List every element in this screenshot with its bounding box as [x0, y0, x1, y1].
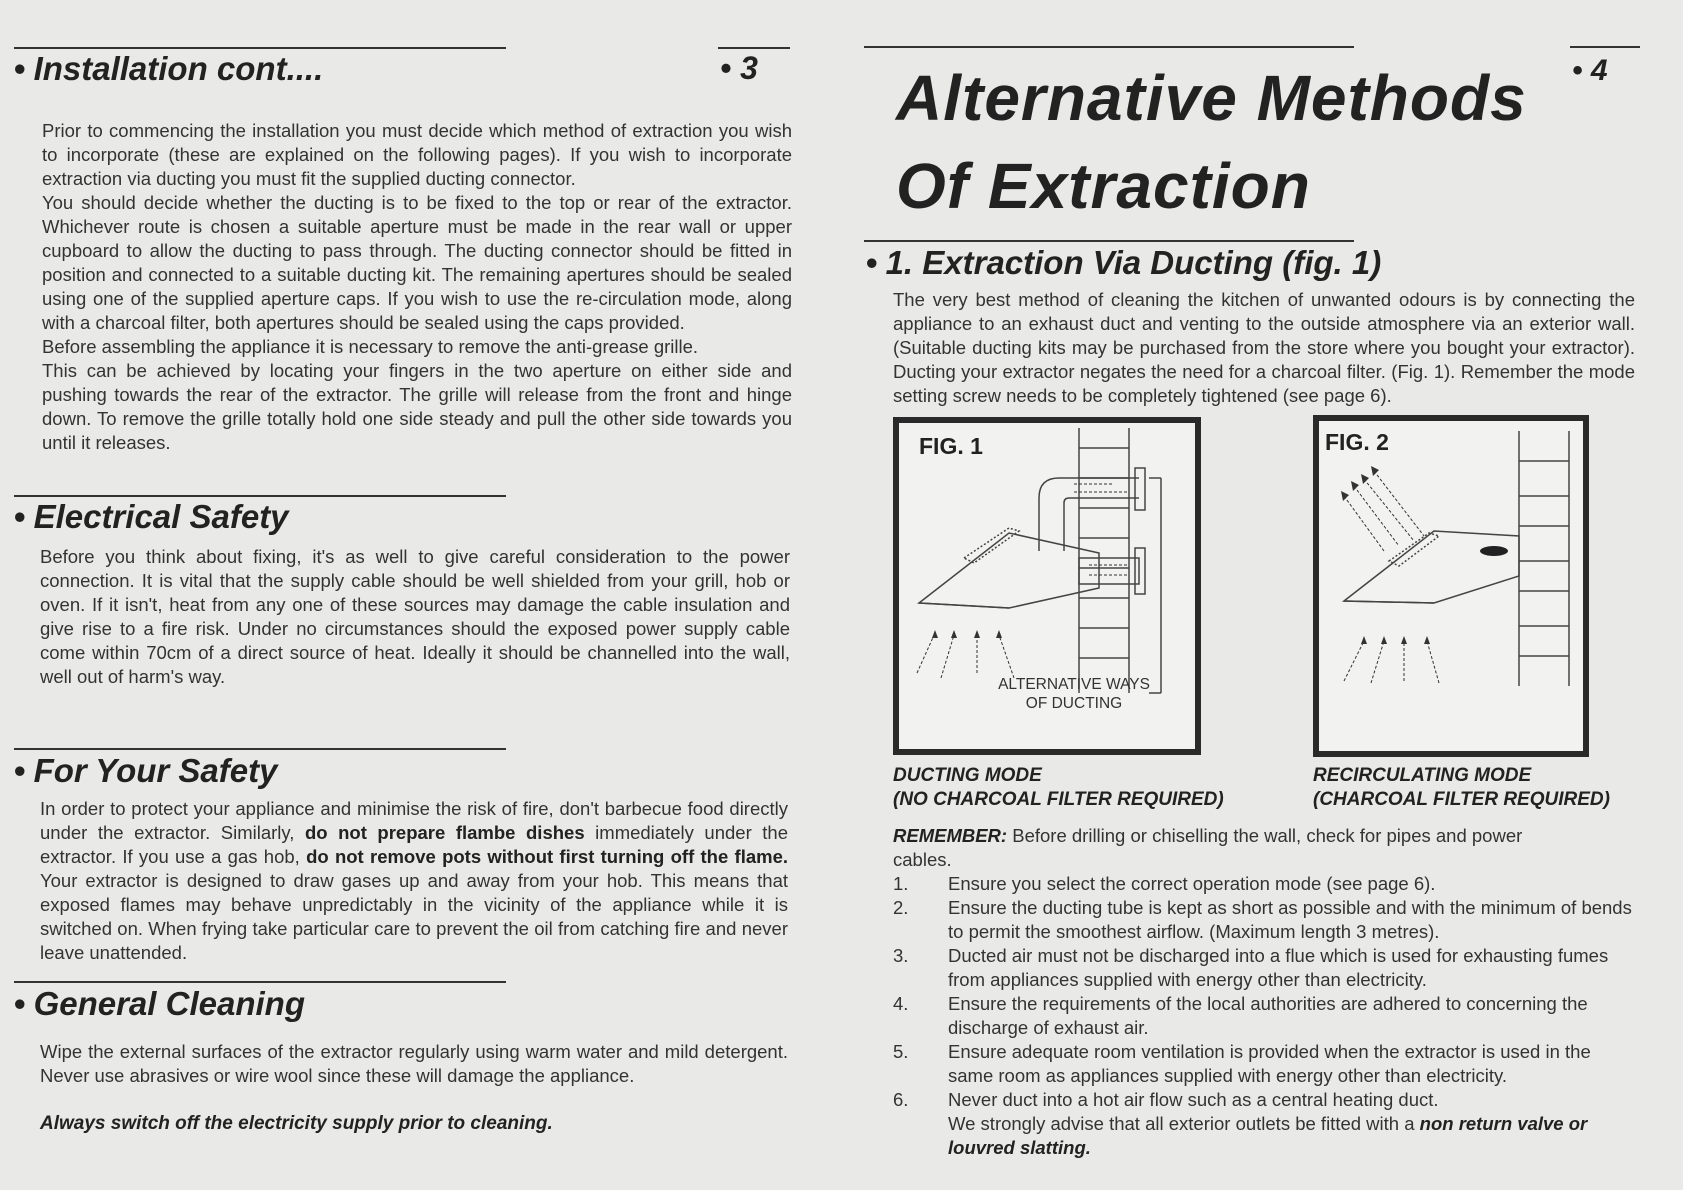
figure-ducting-mode — [893, 417, 1201, 755]
for-your-safety-body: In order to protect your appliance and minimise the risk of fire, don't barbecue food directly under the extractor. Similarly, do not prepare flambe dishes immediately under the extractor. If you use a gas hob, do not remove pots without first turning off the flame. Your extractor is designed to draw gases up and away from your hob. This means that exposed flames may behave unpredictably in the vicinity of the appliance while it is switched on. When frying take particular care to prevent the oil from catching fire and never leave unattended. — [40, 798, 789, 963]
right-page — [860, 0, 1660, 1190]
list-item: 2. Ensure the ducting tube is kept as short as possible and with the minimum of bends to permit the smoothest airflow. (Maximum length 3 metres). — [893, 897, 1632, 942]
general-cleaning-heading: • General Cleaning — [14, 985, 305, 1022]
paragraph: This can be achieved by locating your fingers in the two aperture on either side and pushing towards the rear of the extractor. The grille will release from the front and hinge down. To remove the grille totally hold one side steady and pull the other side towards you until it releases. — [42, 360, 792, 453]
figure-label: FIG. 1 — [919, 433, 983, 459]
page-number: • 3 — [720, 50, 758, 86]
list-item: 4. Ensure the requirements of the local authorities are adhered to concerning the discharge of exhaust air. — [893, 993, 1588, 1038]
page-title: Alternative Methods Of Extraction — [896, 62, 1527, 222]
list-item: 5. Ensure adequate room ventilation is provided when the extractor is used in the same room as appliances supplied with energy other than electricity. — [893, 1041, 1591, 1086]
figure-note: ALTERNATIVE WAYS OF DUCTING — [998, 676, 1150, 712]
page-number-rule — [718, 47, 790, 49]
recirculating-diagram — [1319, 421, 1583, 751]
ducting-mode-caption: DUCTING MODE (NO CHARCOAL FILTER REQUIRED) — [893, 765, 1224, 810]
general-cleaning-body: Wipe the external surfaces of the extractor regularly using warm water and mild detergent. Never use abrasives or wire wool since these will damage the appliance. — [40, 1041, 788, 1086]
paragraph: You should decide whether the ducting is to be fixed to the top or rear of the extractor. Whichever route is chosen a suitable aperture must be made in the rear wall or upper cupboard to allow the ducting to pass through. The ducting connector should be fitted in position and connected to a suitable ducting kit. The remaining apertures should be sealed using one of the supplied aperture caps. If you wish to use the re-circulation mode, along with a charcoal filter, both apertures should be sealed using the caps provided. — [42, 192, 792, 333]
section-rule — [864, 240, 1354, 242]
section-rule — [14, 748, 506, 750]
ducting-section-heading: • 1. Extraction Via Ducting (fig. 1) — [866, 244, 1382, 281]
list-item: 3. Ducted air must not be discharged into a flue which is used for exhausting fumes from appliances supplied with energy other than electricity. — [893, 945, 1609, 990]
cleaning-note: Always switch off the electricity supply prior to cleaning. — [40, 1113, 553, 1134]
ducting-intro: The very best method of cleaning the kitchen of unwanted odours is by connecting the appliance to an exhaust duct and venting to the outside atmosphere via an exterior wall. (Suitable ducting kits may be purchased from the store where you bought your extractor). Ducting your extractor negates the need for a charcoal filter. (Fig. 1). Remember the mode setting screw needs to be completely tightened (see page 6). — [893, 289, 1635, 406]
figure-label: FIG. 2 — [1325, 429, 1389, 455]
remember-note: REMEMBER: Before drilling or chiselling the wall, check for pipes and power cables. — [893, 825, 1523, 870]
installation-body — [42, 119, 792, 455]
left-page — [0, 0, 830, 1190]
recirculating-mode-caption: RECIRCULATING MODE (CHARCOAL FILTER REQUIRED) — [1313, 765, 1610, 810]
page-number: • 4 — [1572, 54, 1608, 87]
list-item: 1. Ensure you select the correct operation mode (see page 6). — [893, 873, 1436, 894]
section-rule — [14, 47, 506, 49]
instruction-list — [893, 872, 1638, 1160]
title-rule — [864, 46, 1354, 48]
paragraph: Prior to commencing the installation you must decide which method of extraction you wish to incorporate (these are explained on the following pages). If you wish to incorporate extraction via ducting you must fit the supplied ducting connector. — [42, 120, 792, 189]
page-number-rule — [1570, 46, 1640, 48]
installation-heading: • Installation cont.... — [14, 50, 324, 87]
for-your-safety-heading: • For Your Safety — [14, 752, 278, 789]
section-rule — [14, 981, 506, 983]
electrical-safety-heading: • Electrical Safety — [14, 498, 289, 535]
section-rule — [14, 495, 506, 497]
paragraph: Before assembling the appliance it is necessary to remove the anti-grease grille. — [42, 336, 699, 357]
figure-recirculating-mode — [1313, 415, 1589, 757]
list-item: 6. Never duct into a hot air flow such as a central heating duct. — [893, 1089, 1439, 1110]
electrical-safety-body: Before you think about fixing, it's as well to give careful consideration to the power connection. It is vital that the supply cable should be well shielded from your grill, hob or oven. If it isn't, heat from any one of these sources may damage the cable insulation and give rise to a fire risk. Under no circumstances should the exposed power supply cable come within 70cm of a direct source of heat. Ideally it should be channelled into the wall, well out of harm's way. — [40, 546, 790, 687]
advice-note: We strongly advise that all exterior outlets be fitted with a non return valve or louvred slatting. — [948, 1113, 1588, 1158]
